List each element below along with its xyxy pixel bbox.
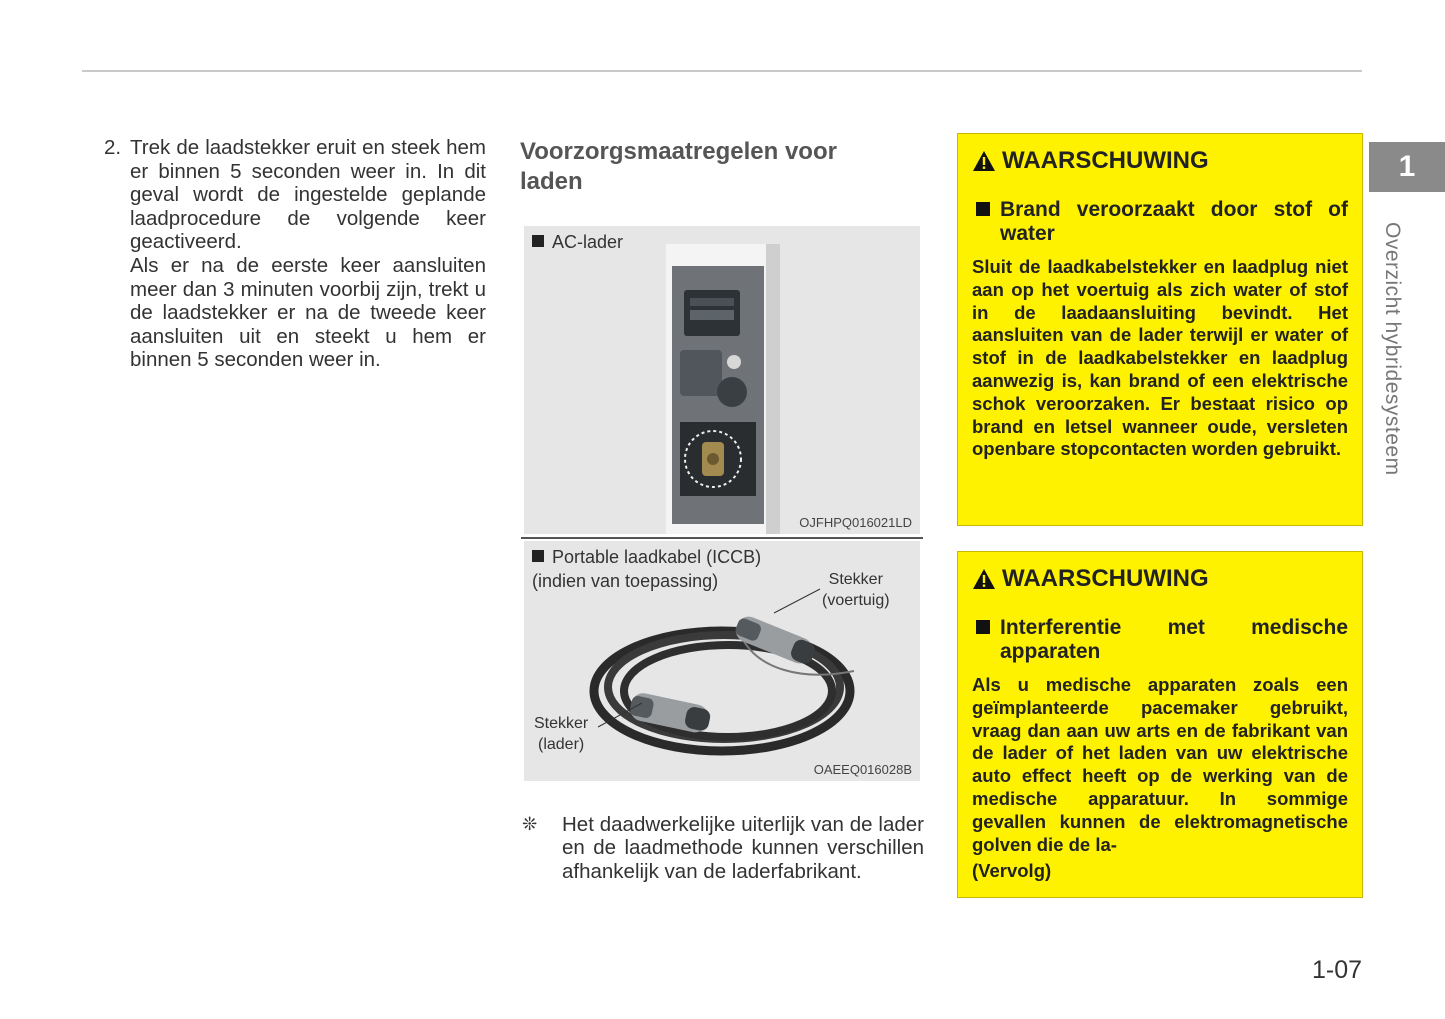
section-title: Voorzorgsmaatregelen voor laden — [520, 138, 837, 195]
warning-triangle-icon — [972, 150, 996, 172]
warning-subheading: Brand veroorzaakt door stof of water — [972, 198, 1348, 246]
figure-2-code: OAEEQ016028B — [813, 762, 912, 777]
step-number: 2. — [104, 136, 122, 159]
warning-text: Als u medische apparaten zoals een geïmplanteerde pacemaker gebruikt, vraag dan aan uw arts en de fabrikant van de lader of het laden van uw elektrische auto effect heeft op de werking van de medische apparatuur. In sommige gevallen kunnen de elektromagnetische golven die de la- — [972, 674, 1348, 855]
callout-plug-charger: Stekker (lader) — [534, 715, 589, 753]
warning-heading: WAARSCHUWING — [972, 146, 1348, 176]
bullet-square-icon — [976, 620, 990, 634]
ac-charger-illustration — [524, 226, 920, 534]
figure-1-title: AC-lader — [532, 230, 623, 254]
figure-2-title: Portable laadkabel (ICCB) (indien van toepassing) — [532, 547, 762, 591]
figure-separator — [521, 537, 923, 539]
warning-triangle-icon — [972, 568, 996, 590]
figure-1-code: OJFHPQ016021LD — [799, 515, 912, 530]
callout-plug-vehicle: Stekker (voertuig) — [822, 571, 890, 609]
header-rule — [82, 70, 1362, 72]
chapter-tab: 1 — [1369, 142, 1445, 192]
step-2 — [104, 136, 486, 372]
chapter-label: Overzicht hybridesysteem — [1381, 222, 1404, 476]
bullet-square-icon — [976, 202, 990, 216]
warning-subheading: Interferentie met medische apparaten — [972, 616, 1348, 664]
figure-portable-cable — [524, 541, 920, 781]
continued-label: (Vervolg) — [972, 860, 1052, 882]
bullet-square-icon — [532, 550, 544, 562]
warning-box-medical — [957, 551, 1363, 898]
footnote-text: Het daadwerkelijke uiterlijk van de lader en de laadmethode kunnen verschillen afhankelijk van de laderfabrikant. — [562, 813, 924, 883]
step-paragraph-2: Als er na de eerste keer aansluiten meer dan 3 minuten voorbij zijn, trekt u de laadstekker er na de tweede keer aansluiten uit en steekt u hem er binnen 5 seconden weer in. — [130, 253, 486, 372]
warning-heading: WAARSCHUWING — [972, 564, 1348, 594]
step-paragraph-1: Trek de laadstekker eruit en steek hem er binnen 5 seconden weer in. In dit geval wordt de ingestelde geplande laadprocedure de volgende keer geactiveerd. — [130, 136, 486, 254]
bullet-square-icon — [532, 235, 544, 247]
footnote — [522, 813, 924, 883]
warning-box-fire — [957, 133, 1363, 526]
warning-text: Sluit de laadkabelstekker en laadplug niet aan op het voertuig als zich water of stof in de laadaansluiting bevindt. Het aansluiten van de lader terwijl er water of stof in de laadkabelstekker en laadplug aanwezig is, kan brand of een elektrische schok veroorzaken. Er bestaat risico op brand en letsel wanneer oude, versleten openbare stopcontacten worden gebruikt. — [972, 256, 1348, 460]
page-number: 1-07 — [1312, 956, 1363, 984]
asterisk-icon: ❊ — [522, 814, 538, 834]
figure-ac-charger — [524, 226, 920, 534]
